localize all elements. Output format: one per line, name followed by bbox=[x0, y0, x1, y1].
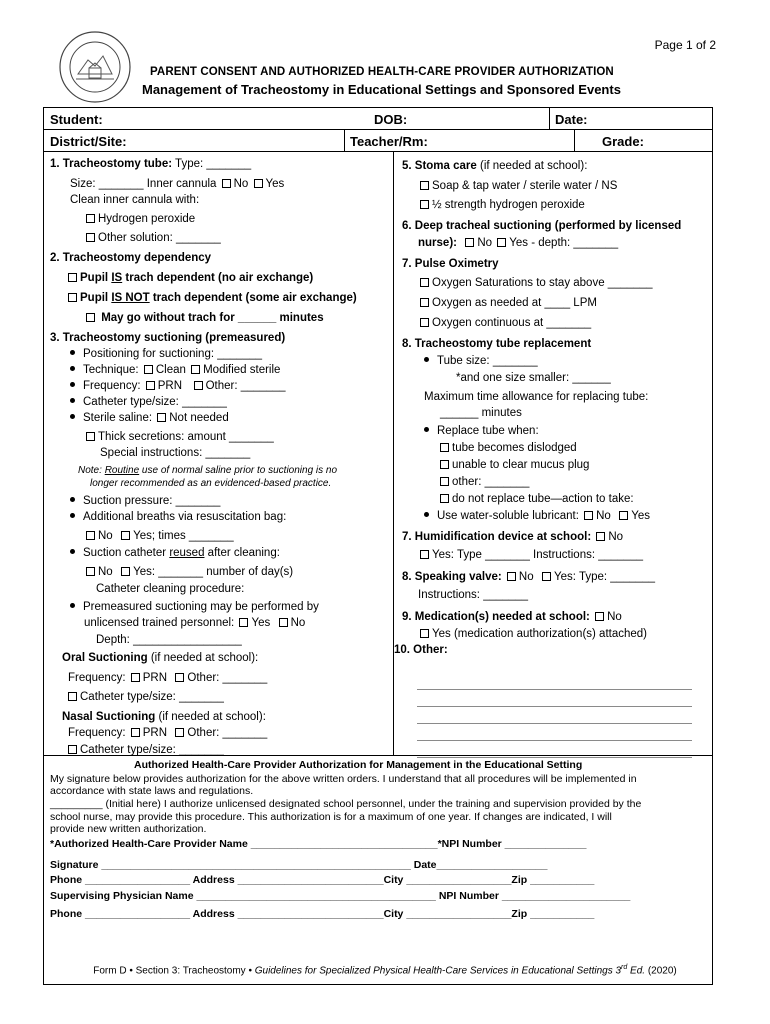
s3-positioning: Positioning for suctioning: _______ bbox=[83, 348, 263, 360]
s2-title: 2. Tracheostomy dependency bbox=[50, 252, 212, 264]
auth-initial[interactable]: _________ (Initial here) I authorize unlicensed designated school personnel, under the training and supervision provided by the bbox=[50, 798, 642, 810]
school-seal-icon bbox=[58, 30, 132, 104]
nasal-catheter: Catheter type/size: _______ bbox=[80, 744, 224, 756]
nasal-title: Nasal Suctioning bbox=[62, 711, 156, 723]
s5-soap-checkbox[interactable] bbox=[420, 181, 429, 190]
speaking-valve-instructions: Instructions: _______ bbox=[418, 589, 528, 601]
s3-reuse-yes-checkbox[interactable] bbox=[121, 567, 130, 576]
s3-depth[interactable]: Depth: _________________ bbox=[96, 634, 242, 646]
oral-prn-checkbox[interactable] bbox=[131, 673, 140, 682]
humidification-yes-checkbox[interactable] bbox=[420, 550, 429, 559]
district-label[interactable]: District/Site: bbox=[50, 134, 127, 149]
s8-smaller: *and one size smaller: ______ bbox=[456, 372, 611, 384]
header-row-1 bbox=[44, 108, 712, 130]
s3-note-line2: longer recommended as an evidenced-based practice. bbox=[90, 478, 332, 489]
other-line-1[interactable] bbox=[417, 689, 692, 690]
nasal-other-checkbox[interactable] bbox=[175, 728, 184, 737]
humidification-title: 7. Humidification device at school: bbox=[402, 531, 592, 543]
s2-dependent-checkbox[interactable] bbox=[68, 273, 77, 282]
s3-reuse-no-checkbox[interactable] bbox=[86, 567, 95, 576]
humidification-no-checkbox[interactable] bbox=[596, 532, 605, 541]
form-title-line1: PARENT CONSENT AND AUTHORIZED HEALTH-CARE PROVIDER AUTHORIZATION bbox=[150, 66, 614, 78]
s1-size[interactable]: Size: _______ Inner cannula bbox=[70, 178, 217, 190]
s8-title: 8. Tracheostomy tube replacement bbox=[402, 338, 592, 350]
form-frame bbox=[43, 107, 713, 985]
s1-h2o2-checkbox[interactable] bbox=[86, 214, 95, 223]
auth-title: Authorized Health-Care Provider Authorization for Management in the Educational Setting bbox=[134, 759, 583, 771]
s6-yes-checkbox[interactable] bbox=[497, 238, 506, 247]
s3-modified-checkbox[interactable] bbox=[191, 365, 200, 374]
date-label[interactable]: Date: bbox=[555, 112, 588, 127]
s8-dislodged-checkbox[interactable] bbox=[440, 443, 449, 452]
auth-p2c: provide new written authorization. bbox=[50, 823, 207, 835]
s8-tube-size: Tube size: _______ bbox=[437, 355, 538, 367]
left-column: 1. Tracheostomy tube: Type: _______ Size: _______ Inner cannula No Yes Clean inner cannula with: Hydrogen peroxide Other solution: _______ 2. Tracheostomy dependency Pupil IS trach dependent (no air exchange) Pupil IS NOT trach dependent (some air exchange) May go without trach for ______ minutes 3. Tracheostomy suctioning (premeasured) Positioning for suctioning: _______ Technique: Clean Modified sterile Frequency: PRN Other: _______ Catheter type/size: _______ Sterile saline: Not needed Thick secretions: amount _______ Special instructions: _______ Note: Routine use of normal saline prior to suctioning is no longer recommended as an evidenced-based practice. Suction pressure: _______ Additional breaths via resuscitation bag: No Yes; times _______ Suction catheter reused after cleaning: No Yes: _______ number of day(s) Catheter cleaning procedure: Premeasured suctioning may be performed by unlicensed trained personnel: Yes No Depth: _________________ Oral Suctioning (if needed at school): Frequency: PRN Other: _______ Catheter type/size: _______ Nasal Suctioning (if needed at school): Frequency: PRN Other: _______ Catheter type/size: _______ bbox=[44, 152, 394, 755]
s1-type[interactable]: Type: _______ bbox=[172, 158, 252, 170]
s8-minutes: ______ minutes bbox=[440, 407, 522, 419]
s3-special: Special instructions: _______ bbox=[100, 447, 251, 459]
s3-unlicensed-yes-checkbox[interactable] bbox=[239, 618, 248, 627]
s1-no-checkbox[interactable] bbox=[222, 179, 231, 188]
medication-yes-checkbox[interactable] bbox=[420, 629, 429, 638]
speaking-valve-no-checkbox[interactable] bbox=[507, 572, 516, 581]
student-label[interactable]: Student: bbox=[50, 112, 103, 127]
provider-name-line[interactable]: *Authorized Health-Care Provider Name ________________________________*NPI Number ______________ bbox=[50, 838, 587, 850]
nasal-catheter-checkbox[interactable] bbox=[68, 745, 77, 754]
s1-other-checkbox[interactable] bbox=[86, 233, 95, 242]
s7-continuous-checkbox[interactable] bbox=[420, 318, 429, 327]
s8-lubricant-no-checkbox[interactable] bbox=[584, 511, 593, 520]
page-number: Page 1 of 2 bbox=[654, 38, 716, 52]
s5-peroxide-checkbox[interactable] bbox=[420, 200, 429, 209]
s8-other-checkbox[interactable] bbox=[440, 477, 449, 486]
other-line-2[interactable] bbox=[417, 706, 692, 707]
phone-address-line-2[interactable]: Phone __________________ Address _________________________City __________________Zip ___________ bbox=[50, 908, 595, 920]
right-column: 5. Stoma care (if needed at school): Soap & tap water / sterile water / NS ½ strength hydrogen peroxide 6. Deep tracheal suctioning (performed by licensed nurse): No Yes - depth: _______ 7. Pulse Oximetry Oxygen Saturations to stay above _______ Oxygen as needed at ____ LPM Oxygen continuous at _______ 8. Tracheostomy tube replacement Tube size: _______ *and one size smaller: ______ Maximum time allowance for replacing tube: ______ minutes Replace tube when: tube becomes dislodged unable to clear mucus plug other: _______ do not replace tube—action to take: Use water-soluble lubricant: No Yes 7. Humidification device at school: No Yes: Type _______ Instructions: _______ 8. Speaking valve: No Yes: Type: _______ Instructions: _______ 9. Medication(s) needed at school: No Yes (medication authorization(s) attached) 10. Other: bbox=[394, 160, 682, 656]
s7-as-needed-checkbox[interactable] bbox=[420, 298, 429, 307]
s1-yes-checkbox[interactable] bbox=[254, 179, 263, 188]
medication-no-checkbox[interactable] bbox=[595, 612, 604, 621]
oral-other-checkbox[interactable] bbox=[175, 673, 184, 682]
speaking-valve-yes-checkbox[interactable] bbox=[542, 572, 551, 581]
other-line-3[interactable] bbox=[417, 723, 692, 724]
grade-label[interactable]: Grade: bbox=[602, 134, 644, 149]
auth-p1a: My signature below provides authorization for the above written orders. I understand that all procedures will be implemented in bbox=[50, 773, 637, 785]
s3-catheter: Catheter type/size: _______ bbox=[83, 396, 227, 408]
other-title: 10. Other: bbox=[394, 644, 448, 656]
s8-max-time: Maximum time allowance for replacing tube: bbox=[424, 391, 649, 403]
s8-do-not-replace-checkbox[interactable] bbox=[440, 494, 449, 503]
s3-breaths-yes-checkbox[interactable] bbox=[121, 531, 130, 540]
s7-saturation-checkbox[interactable] bbox=[420, 278, 429, 287]
s2-not-dependent-checkbox[interactable] bbox=[68, 293, 77, 302]
s3-other-checkbox[interactable] bbox=[194, 381, 203, 390]
s2-without-trach: May go without trach for ______ minutes bbox=[101, 312, 324, 324]
s3-thick-checkbox[interactable] bbox=[86, 432, 95, 441]
supervising-physician-line[interactable]: Supervising Physician Name _________________________________________ NPI Number ______________________ bbox=[50, 890, 631, 902]
auth-p1b: accordance with state laws and regulations. bbox=[50, 785, 254, 797]
auth-p2b: school nurse, may provide this procedure. This authorization is for a maximum of one year. If changes are indicated, I will bbox=[50, 811, 612, 823]
teacher-label[interactable]: Teacher/Rm: bbox=[350, 134, 428, 149]
s3-thick: Thick secretions: amount _______ bbox=[98, 431, 274, 443]
signature-line[interactable]: Signature _____________________________________________________ Date___________________ bbox=[50, 859, 548, 871]
s8-mucus-checkbox[interactable] bbox=[440, 460, 449, 469]
s1-clean: Clean inner cannula with: bbox=[70, 194, 200, 206]
orders-section bbox=[44, 152, 712, 756]
s1-h2o2: Hydrogen peroxide bbox=[98, 213, 196, 225]
s3-prn-checkbox[interactable] bbox=[146, 381, 155, 390]
s6-title: 6. Deep tracheal suctioning (performed by licensed bbox=[402, 220, 682, 232]
s3-clean-checkbox[interactable] bbox=[144, 365, 153, 374]
speaking-valve-title: 8. Speaking valve: bbox=[402, 571, 502, 583]
dob-label[interactable]: DOB: bbox=[374, 112, 408, 127]
phone-address-line-1[interactable]: Phone __________________ Address _________________________City __________________Zip ___________ bbox=[50, 874, 595, 886]
s3-breaths: Additional breaths via resuscitation bag: bbox=[83, 511, 287, 523]
s7-title: 7. Pulse Oximetry bbox=[402, 258, 499, 270]
page-footer: Form D • Section 3: Tracheostomy • Guidelines for Specialized Physical Health-Care Services in Educational Settings 3rd Ed. (2020) bbox=[93, 964, 677, 977]
nasal-prn-checkbox[interactable] bbox=[131, 728, 140, 737]
oral-catheter: Catheter type/size: _______ bbox=[80, 691, 224, 703]
s3-saline-checkbox[interactable] bbox=[157, 413, 166, 422]
s2-without-trach-checkbox[interactable] bbox=[86, 313, 95, 322]
s3-title: 3. Tracheostomy suctioning (premeasured) bbox=[50, 332, 286, 344]
header-row-2 bbox=[44, 130, 712, 152]
form-title-line2: Management of Tracheostomy in Educational Settings and Sponsored Events bbox=[142, 82, 621, 97]
s1-other: Other solution: _______ bbox=[98, 232, 221, 244]
s3-premeasured: Premeasured suctioning may be performed by bbox=[83, 601, 319, 613]
oral-catheter-checkbox[interactable] bbox=[68, 692, 77, 701]
medication-title: 9. Medication(s) needed at school: bbox=[402, 611, 590, 623]
oral-title: Oral Suctioning bbox=[62, 652, 148, 664]
provider-authorization bbox=[44, 756, 712, 984]
s1-title: 1. Tracheostomy tube: bbox=[50, 158, 173, 170]
s3-pressure: Suction pressure: _______ bbox=[83, 495, 221, 507]
s3-breaths-no-checkbox[interactable] bbox=[86, 531, 95, 540]
s5-title: 5. Stoma care bbox=[402, 160, 477, 172]
other-line-4[interactable] bbox=[417, 740, 692, 741]
s3-cleaning-proc: Catheter cleaning procedure: bbox=[96, 583, 245, 595]
other-line-5[interactable] bbox=[417, 757, 692, 758]
s8-lubricant-yes-checkbox[interactable] bbox=[619, 511, 628, 520]
s8-when: Replace tube when: bbox=[437, 425, 539, 437]
s6-no-checkbox[interactable] bbox=[465, 238, 474, 247]
s3-unlicensed-no-checkbox[interactable] bbox=[279, 618, 288, 627]
